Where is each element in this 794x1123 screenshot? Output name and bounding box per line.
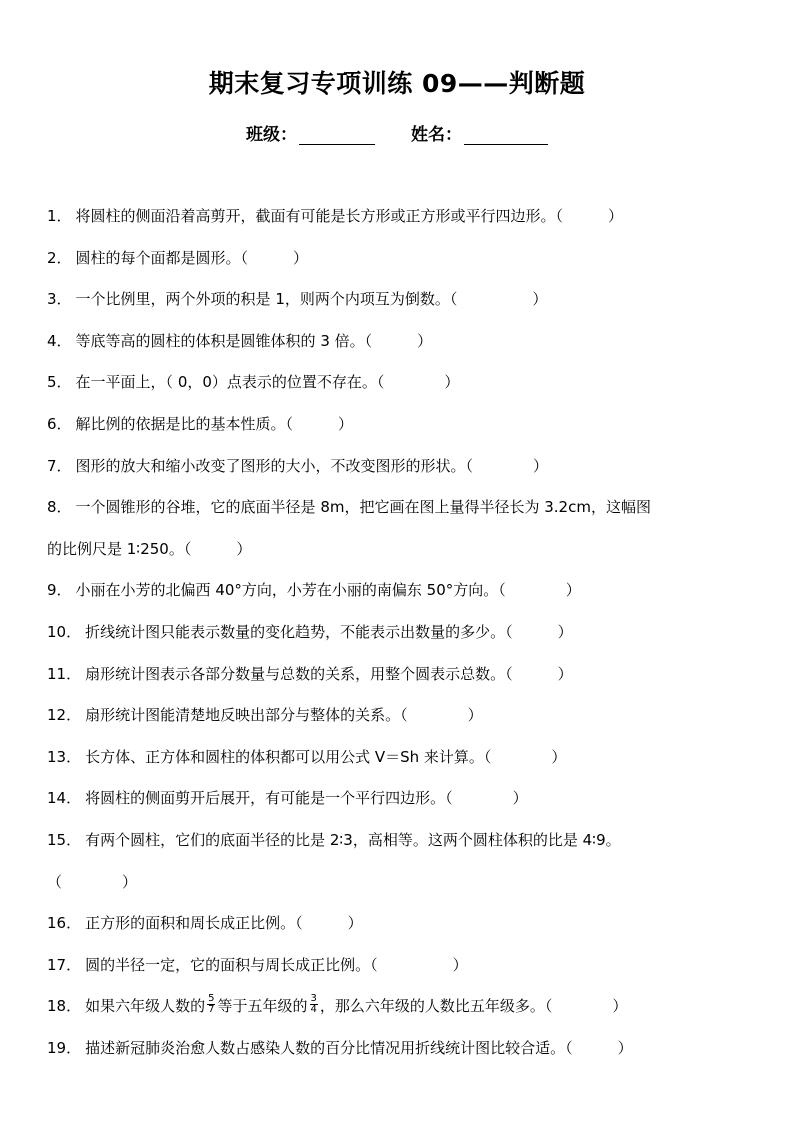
question-text: 图形的放大和缩小改变了图形的大小，不改变图形的形状。（ ）	[75, 457, 549, 475]
name-label: 姓名：	[411, 125, 462, 145]
name-blank[interactable]	[464, 126, 548, 145]
question-text: 等底等高的圆柱的体积是圆锥体积的 3 倍。（ ）	[75, 332, 433, 350]
question-text: 一个比例里，两个外项的积是 1，则两个内项互为倒数。（ ）	[75, 290, 548, 308]
question-text-c: ，那么六年级的人数比五年级多。（ ）	[319, 997, 628, 1015]
question-15: 15． 有两个圆柱，它们的底面半径的比是 2∶3，高相等。这两个圆柱体积的比是 4∶9。	[47, 831, 621, 849]
question-text: 正方形的面积和周长成正比例。（ ）	[85, 914, 363, 932]
question-text: 将圆柱的侧面沿着高剪开，截面有可能是长方形或正方形或平行四边形。（ ）	[75, 207, 624, 225]
question-5: 5． 在一平面上，（ 0，0）点表示的位置不存在。（ ）	[47, 373, 460, 391]
question-9: 9． 小丽在小芳的北偏西 40°方向，小芳在小丽的南偏东 50°方向。（ ）	[47, 581, 581, 599]
question-text: 扇形统计图表示各部分数量与总数的关系，用整个圆表示总数。（ ）	[85, 665, 573, 683]
question-text-a: 如果六年级人数的	[85, 997, 206, 1015]
question-text: （ ）	[47, 873, 138, 891]
question-15-cont	[47, 872, 137, 892]
question-14: 14． 将圆柱的侧面剪开后展开，有可能是一个平行四边形。（ ）	[47, 789, 528, 807]
student-info	[0, 120, 794, 145]
question-11: 11． 扇形统计图表示各部分数量与总数的关系，用整个圆表示总数。（ ）	[47, 665, 573, 683]
question-2: 2． 圆柱的每个面都是圆形。（ ）	[47, 249, 309, 267]
question-text: 小丽在小芳的北偏西 40°方向，小芳在小丽的南偏东 50°方向。（ ）	[75, 581, 581, 599]
question-text: 的比例尺是 1∶250。（ ）	[47, 540, 252, 558]
question-16: 16． 正方形的面积和周长成正比例。（ ）	[47, 914, 363, 932]
question-6: 6． 解比例的依据是比的基本性质。（ ）	[47, 415, 354, 433]
question-7: 7． 图形的放大和缩小改变了图形的大小，不改变图形的形状。（ ）	[47, 457, 549, 475]
page-title: 期末复习专项训练 09——判断题	[208, 69, 586, 98]
question-8-cont	[47, 539, 251, 559]
question-3: 3． 一个比例里，两个外项的积是 1，则两个内项互为倒数。（ ）	[47, 290, 548, 308]
question-text: 长方体、正方体和圆柱的体积都可以用公式 V＝Sh 来计算。（ ）	[85, 748, 567, 766]
question-1: 1． 将圆柱的侧面沿着高剪开，截面有可能是长方形或正方形或平行四边形。（ ）	[47, 207, 624, 225]
fraction-five-sevenths: $\frac{5}{7}$	[208, 993, 215, 1015]
question-text: 解比例的依据是比的基本性质。（ ）	[75, 415, 354, 433]
question-text: 将圆柱的侧面剪开后展开，有可能是一个平行四边形。（ ）	[85, 789, 528, 807]
question-13: 13． 长方体、正方体和圆柱的体积都可以用公式 V＝Sh 来计算。（ ）	[47, 748, 567, 766]
question-17: 17． 圆的半径一定，它的面积与周长成正比例。（ ）	[47, 956, 468, 974]
question-18: 18． 如果六年级人数的 $\frac{5}{7}$ 等于五年级的 $\frac{3}{4}$ ，那么六年级的人数比五年级多。（ ）	[47, 993, 628, 1015]
class-blank[interactable]	[299, 126, 375, 145]
question-text: 折线统计图只能表示数量的变化趋势，不能表示出数量的多少。（ ）	[85, 623, 573, 641]
question-text: 扇形统计图能清楚地反映出部分与整体的关系。（ ）	[85, 706, 483, 724]
question-text: 描述新冠肺炎治愈人数占感染人数的百分比情况用折线统计图比较合适。（ ）	[85, 1039, 633, 1057]
question-19: 19． 描述新冠肺炎治愈人数占感染人数的百分比情况用折线统计图比较合适。（ ）	[47, 1039, 633, 1057]
question-text: 在一平面上，（ 0，0）点表示的位置不存在。（ ）	[75, 373, 460, 391]
question-text-b: 等于五年级的	[217, 997, 308, 1015]
class-label: 班级：	[246, 125, 297, 145]
question-text: 一个圆锥形的谷堆，它的底面半径是 8m，把它画在图上量得半径长为 3.2cm，这幅图	[75, 498, 651, 516]
question-4: 4． 等底等高的圆柱的体积是圆锥体积的 3 倍。（ ）	[47, 332, 433, 350]
question-10: 10． 折线统计图只能表示数量的变化趋势，不能表示出数量的多少。（ ）	[47, 623, 573, 641]
question-8: 8． 一个圆锥形的谷堆，它的底面半径是 8m，把它画在图上量得半径长为 3.2cm，这幅图	[47, 498, 651, 516]
question-12: 12． 扇形统计图能清楚地反映出部分与整体的关系。（ ）	[47, 706, 483, 724]
question-text: 圆的半径一定，它的面积与周长成正比例。（ ）	[85, 956, 468, 974]
question-text: 圆柱的每个面都是圆形。（ ）	[75, 249, 309, 267]
question-text: 有两个圆柱，它们的底面半径的比是 2∶3，高相等。这两个圆柱体积的比是 4∶9。	[85, 831, 621, 849]
fraction-three-quarters: $\frac{3}{4}$	[310, 993, 317, 1015]
